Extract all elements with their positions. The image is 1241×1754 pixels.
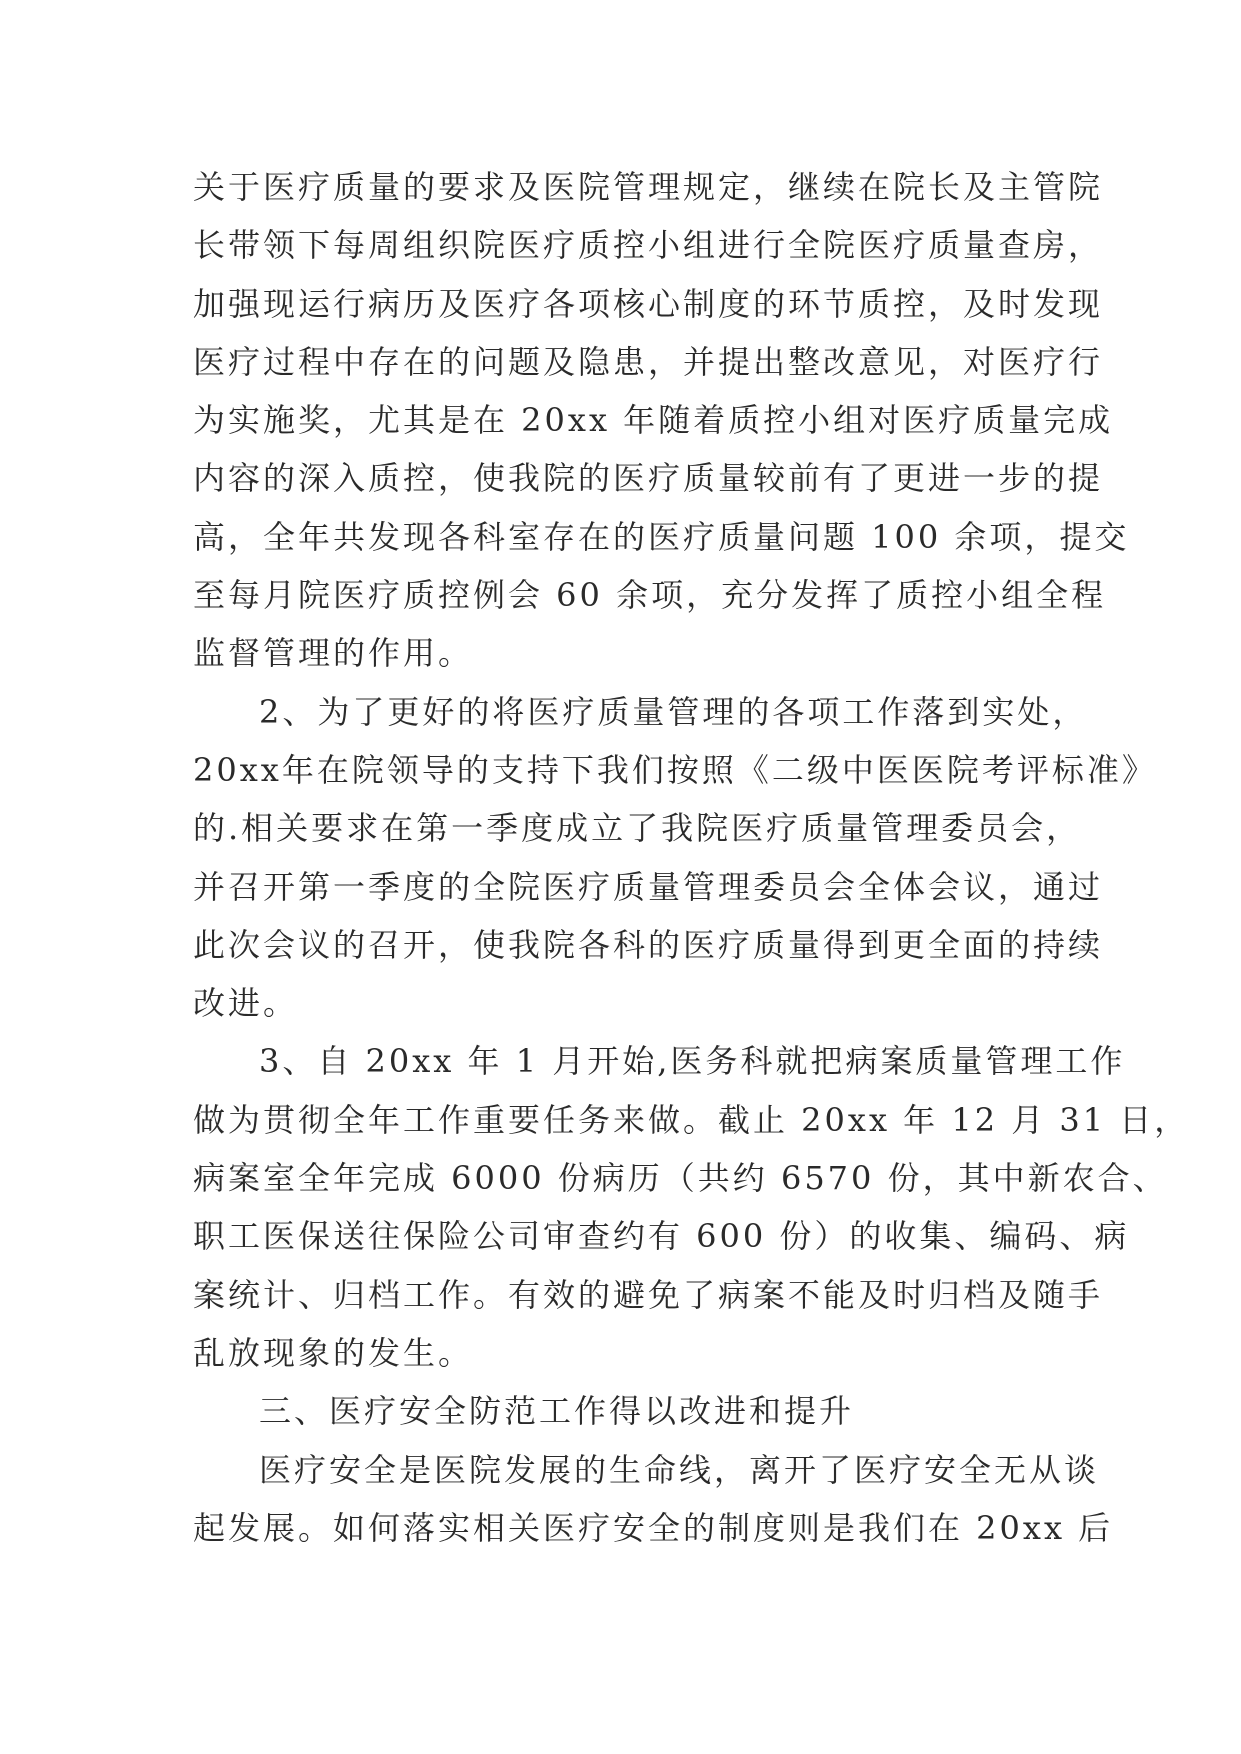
text-line: 乱放现象的发生。: [193, 1333, 474, 1372]
text-line: 医疗过程中存在的问题及隐患，并提出整改意见，对医疗行: [193, 342, 1104, 381]
text-line: 起发展。如何落实相关医疗安全的制度则是我们在 20xx 后: [193, 1508, 1114, 1547]
text-line: 监督管理的作用。: [193, 634, 474, 673]
text-line: 内容的深入质控，使我院的医疗质量较前有了更进一步的提: [193, 459, 1104, 498]
text-line: 改进。: [193, 984, 299, 1023]
text-line: 做为贯彻全年工作重要任务来做。截止 20xx 年 12 月 31 日，: [193, 1100, 1190, 1139]
text-line: 为实施奖，尤其是在 20xx 年随着质控小组对医疗质量完成: [193, 401, 1114, 440]
text-line: 高，全年共发现各科室存在的医疗质量问题 100 余项，提交: [193, 517, 1130, 556]
text-line: 并召开第一季度的全院医疗质量管理委员会全体会议，通过: [193, 867, 1104, 906]
text-line: 病案室全年完成 6000 份病历（共约 6570 份，其中新农合、: [193, 1159, 1168, 1198]
text-line: 长带领下每周组织院医疗质控小组进行全院医疗质量查房，: [193, 226, 1104, 265]
text-line: 加强现运行病历及医疗各项核心制度的环节质控，及时发现: [193, 284, 1104, 323]
text-line: 此次会议的召开，使我院各科的医疗质量得到更全面的持续: [193, 925, 1104, 964]
text-line: 关于医疗质量的要求及医院管理规定，继续在院长及主管院: [193, 168, 1104, 206]
text-line: 20xx年在院领导的支持下我们按照《二级中医医院考评标准》: [193, 750, 1157, 789]
body-text: [193, 158, 1190, 1557]
paragraph-4-start: 医疗安全是医院发展的生命线，离开了医疗安全无从谈: [259, 1450, 1100, 1489]
section-heading: 三、医疗安全防范工作得以改进和提升: [259, 1392, 855, 1431]
text-line: 职工医保送往保险公司审查约有 600 份）的收集、编码、病: [193, 1217, 1130, 1256]
text-line: 案统计、归档工作。有效的避免了病案不能及时归档及随手: [193, 1275, 1104, 1314]
text-line: 的.相关要求在第一季度成立了我院医疗质量管理委员会，: [193, 809, 1082, 848]
paragraph-2-start: 2、为了更好的将医疗质量管理的各项工作落到实处，: [259, 692, 1088, 731]
text-line: 至每月院医疗质控例会 60 余项，充分发挥了质控小组全程: [193, 576, 1107, 615]
paragraph-3-start: 3、自 20xx 年 1 月开始,医务科就把病案质量管理工作: [259, 1042, 1126, 1081]
